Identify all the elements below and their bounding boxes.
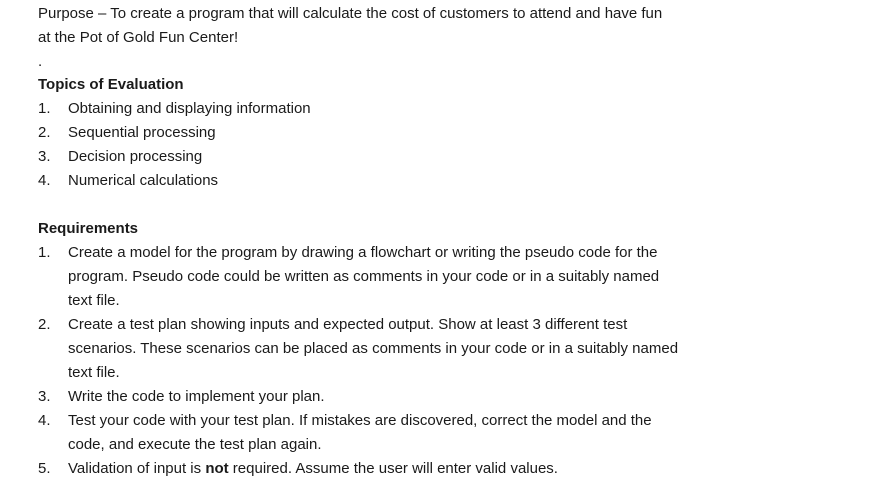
requirement-text: required. Assume the user will enter valid values. <box>228 460 558 477</box>
requirement-number: 3. <box>38 388 51 405</box>
requirement-line: Create a model for the program by drawing a flowchart or writing the pseudo code for the <box>68 244 658 261</box>
topics-list <box>38 97 758 193</box>
requirement-line: program. Pseudo code could be written as comments in your code or in a suitably named <box>68 268 660 285</box>
requirement-line <box>68 457 758 481</box>
topic-number: 4. <box>38 172 51 189</box>
requirement-item <box>38 385 758 409</box>
requirement-item <box>38 313 758 385</box>
requirement-number: 2. <box>38 316 51 333</box>
topic-number: 3. <box>38 148 51 165</box>
requirement-item <box>38 457 758 481</box>
requirement-line: code, and execute the test plan again. <box>68 436 322 453</box>
topic-number: 1. <box>38 100 51 117</box>
purpose-line-2: at the Pot of Gold Fun Center! <box>38 29 239 46</box>
topic-number: 2. <box>38 124 51 141</box>
emphasis-not: not <box>205 460 229 477</box>
section-spacer <box>38 193 758 217</box>
topic-text: Obtaining and displaying information <box>68 100 311 117</box>
topic-text: Numerical calculations <box>68 172 219 189</box>
document-page <box>38 2 758 481</box>
requirement-item <box>38 409 758 457</box>
requirement-number: 4. <box>38 412 51 429</box>
stray-period: . <box>38 53 43 70</box>
requirement-line: text file. <box>68 292 120 309</box>
requirements-list <box>38 241 758 481</box>
requirement-line: Write the code to implement your plan. <box>68 388 325 405</box>
topic-item <box>38 121 758 145</box>
topics-heading: Topics of Evaluation <box>38 76 184 93</box>
requirement-line: Create a test plan showing inputs and expected output. Show at least 3 different test <box>68 316 628 333</box>
requirement-line: text file. <box>68 364 120 381</box>
requirement-number: 5. <box>38 460 51 477</box>
requirement-item <box>38 241 758 313</box>
topic-item <box>38 169 758 193</box>
requirement-line: scenarios. These scenarios can be placed as comments in your code or in a suitably named <box>68 340 679 357</box>
requirement-number: 1. <box>38 244 51 261</box>
requirement-text: Validation of input is <box>68 460 206 477</box>
requirement-line: Test your code with your test plan. If mistakes are discovered, correct the model and the <box>68 412 652 429</box>
topic-item <box>38 145 758 169</box>
topic-text: Sequential processing <box>68 124 216 141</box>
topic-item <box>38 97 758 121</box>
purpose-line-1: Purpose – To create a program that will calculate the cost of customers to attend and have fun <box>38 5 663 22</box>
requirements-heading: Requirements <box>38 220 139 237</box>
topic-text: Decision processing <box>68 148 203 165</box>
